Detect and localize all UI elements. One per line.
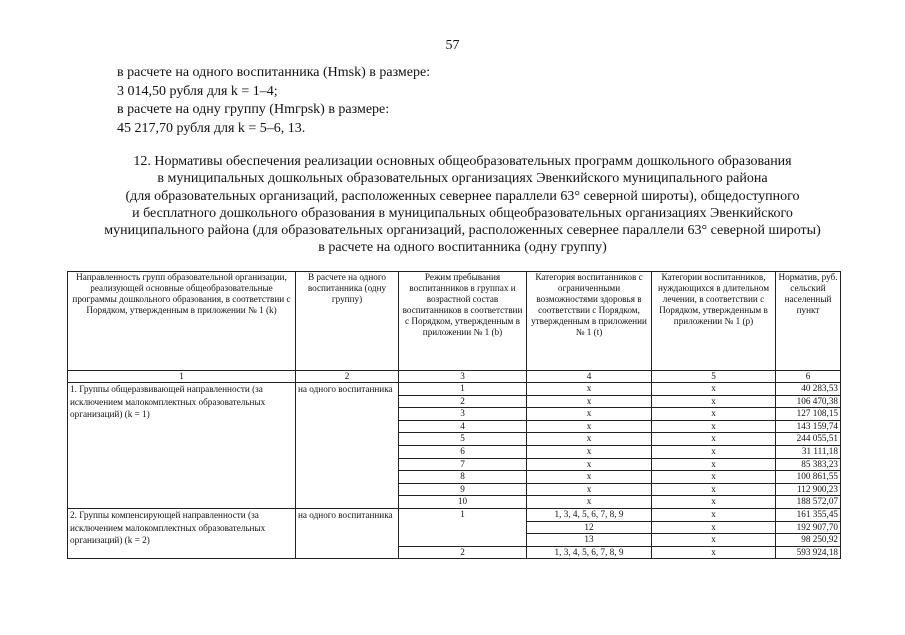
norm-value-cell: 192 907,70 <box>776 521 841 534</box>
norm-value-cell: 85 383,23 <box>776 458 841 471</box>
heading-line: 12. Нормативы обеспечения реализации основных общеобразовательных программ дошкольного образования <box>133 154 792 169</box>
category-t-cell: 1, 3, 4, 5, 6, 7, 8, 9 <box>527 508 652 521</box>
regime-cell: 4 <box>399 420 527 433</box>
heading-line: муниципального района (для образовательных организаций, расположенных севернее параллели 63° северной широты) <box>104 223 821 239</box>
column-number: 5 <box>652 371 776 383</box>
table-row <box>68 383 841 396</box>
column-number: 1 <box>68 371 296 383</box>
intro-line: в расчете на одну группу (Нmгpsk) в размере: <box>117 102 390 117</box>
category-t-cell: x <box>527 408 652 421</box>
norm-value-cell: 143 159,74 <box>776 420 841 433</box>
regime-cell: 10 <box>399 496 527 509</box>
regime-cell: 5 <box>399 433 527 446</box>
norms-table <box>67 271 841 559</box>
intro-line: 3 014,50 рубля для k = 1–4; <box>117 83 278 99</box>
category-p-cell: x <box>652 521 776 534</box>
category-p-cell: x <box>652 433 776 446</box>
category-p-cell: x <box>652 395 776 408</box>
regime-cell: 1 <box>399 383 527 396</box>
intro-line: 45 217,70 рубля для k = 5–6, 13. <box>117 120 306 136</box>
category-t-cell: x <box>527 395 652 408</box>
category-p-cell: x <box>652 471 776 484</box>
intro-line: в расчете на одного воспитанника (Нmsk) в размере: <box>117 65 431 80</box>
category-t-cell: x <box>527 458 652 471</box>
category-p-cell: x <box>652 445 776 458</box>
norm-value-cell: 31 111,18 <box>776 445 841 458</box>
category-t-cell: x <box>527 445 652 458</box>
column-number: 6 <box>776 371 841 383</box>
column-number: 4 <box>527 371 652 383</box>
category-t-cell: x <box>527 433 652 446</box>
norm-value-cell: 40 283,53 <box>776 383 841 396</box>
table-row <box>68 508 841 521</box>
column-numbers-row <box>68 371 841 383</box>
header-norm: Норматив, руб. сельский населенный пункт <box>776 272 841 371</box>
regime-cell: 3 <box>399 408 527 421</box>
category-t-cell: x <box>527 383 652 396</box>
regime-cell: 1 <box>399 508 527 546</box>
header-per: В расчете на одного воспитанника (одну группу) <box>296 272 399 371</box>
category-t-cell: x <box>527 420 652 433</box>
category-t-cell: x <box>527 496 652 509</box>
category-p-cell: x <box>652 496 776 509</box>
norm-value-cell: 127 108,15 <box>776 408 841 421</box>
category-t-cell: 13 <box>527 534 652 547</box>
header-category-p: Категории воспитанников, нуждающихся в длительном лечении, в соответствии с Порядком, утвержденным в приложении № 1 (p) <box>652 272 776 371</box>
header-direction: Направленность групп образовательной организации, реализующей основные общеобразовательные программы дошкольного образования, в соответствии с Порядком, утвержденным в приложении № 1 (k) <box>68 272 296 371</box>
category-t-cell: 1, 3, 4, 5, 6, 7, 8, 9 <box>527 546 652 559</box>
group-2-per: на одного воспитанника <box>296 508 399 558</box>
category-t-cell: 12 <box>527 521 652 534</box>
category-p-cell: x <box>652 483 776 496</box>
category-p-cell: x <box>652 458 776 471</box>
intro-text <box>117 64 430 138</box>
norm-value-cell: 593 924,18 <box>776 546 841 559</box>
table-header-row <box>68 272 841 371</box>
category-p-cell: x <box>652 546 776 559</box>
page-number: 57 <box>445 38 460 53</box>
regime-cell: 7 <box>399 458 527 471</box>
norm-value-cell: 112 900,23 <box>776 483 841 496</box>
regime-cell: 9 <box>399 483 527 496</box>
regime-cell: 2 <box>399 395 527 408</box>
heading-line: (для образовательных организаций, расположенных севернее параллели 63° северной широты), общедоступного <box>125 188 800 204</box>
category-t-cell: x <box>527 483 652 496</box>
column-number: 2 <box>296 371 399 383</box>
norm-value-cell: 161 355,45 <box>776 508 841 521</box>
group-1-name: 1. Группы общеразвивающей направленности (за исключением малокомплектных образовательных организаций) (k = 1) <box>68 383 296 509</box>
norm-value-cell: 188 572,07 <box>776 496 841 509</box>
norm-value-cell: 106 470,38 <box>776 395 841 408</box>
group-1-per: на одного воспитанника <box>296 383 399 509</box>
category-p-cell: x <box>652 383 776 396</box>
norm-value-cell: 244 055,51 <box>776 433 841 446</box>
heading-line: в муниципальных дошкольных образовательных организациях Эвенкийского муниципального района <box>157 171 768 187</box>
category-t-cell: x <box>527 471 652 484</box>
regime-cell: 8 <box>399 471 527 484</box>
category-p-cell: x <box>652 408 776 421</box>
heading-line: и бесплатного дошкольного образования в муниципальных общеобразовательных организациях Эвенкийского <box>132 205 793 221</box>
norm-value-cell: 100 861,55 <box>776 471 841 484</box>
regime-cell: 6 <box>399 445 527 458</box>
heading-line: в расчете на одного воспитанника (одну группу) <box>318 240 607 256</box>
group-2-name: 2. Группы компенсирующей направленности (за исключением малокомплектных образовательных организаций) (k = 2) <box>68 508 296 558</box>
norm-value-cell: 98 250,92 <box>776 534 841 547</box>
category-p-cell: x <box>652 508 776 521</box>
category-p-cell: x <box>652 420 776 433</box>
regime-cell: 2 <box>399 546 527 559</box>
header-category-t: Категория воспитанников с ограниченными возможностями здоровья в соответствии с Порядком, утвержденным в приложении № 1 (t) <box>527 272 652 371</box>
section-heading <box>60 153 865 257</box>
column-number: 3 <box>399 371 527 383</box>
category-p-cell: x <box>652 534 776 547</box>
header-regime: Режим пребывания воспитанников в группах и возрастной состав воспитанников в соответствии с Порядком, утвержденным в приложении № 1 (b) <box>399 272 527 371</box>
